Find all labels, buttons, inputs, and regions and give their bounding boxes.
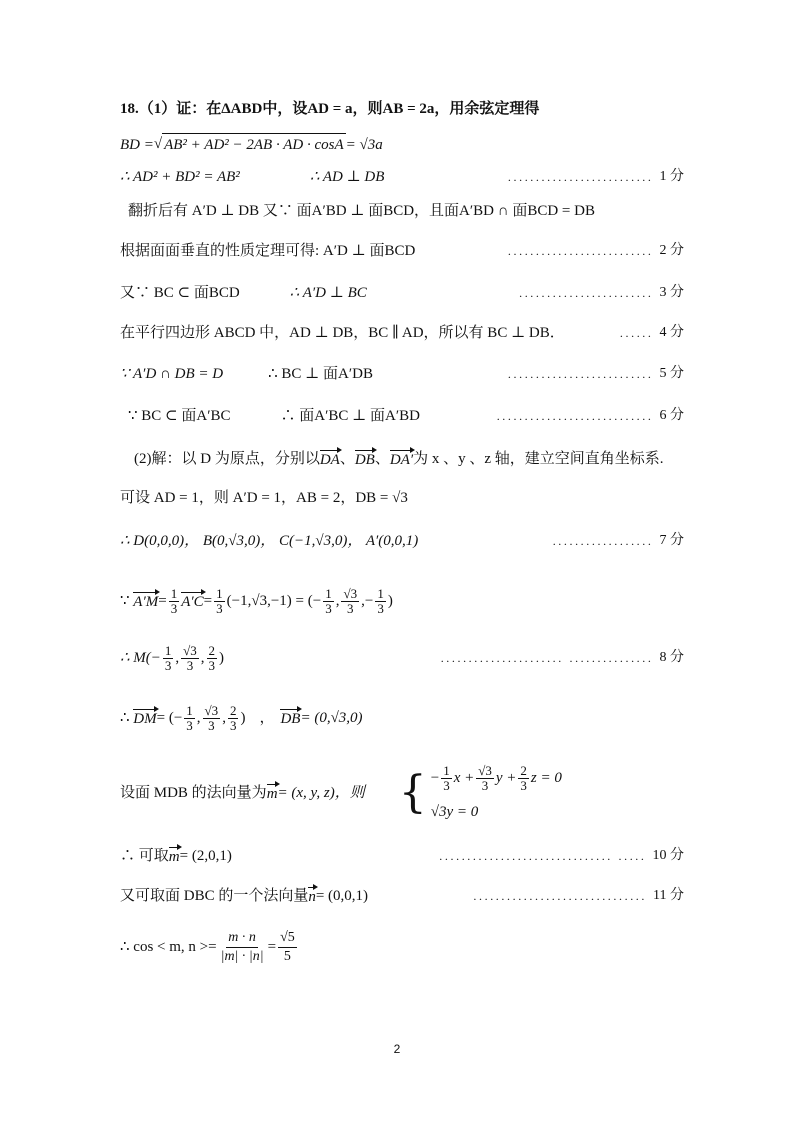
- comma: ,: [200, 650, 205, 666]
- numerator: 2: [229, 702, 237, 718]
- leader-dots: ..........................: [507, 367, 654, 381]
- comma: ,: [335, 593, 340, 609]
- intersection-text: ∵ A′D ∩ DB = D: [120, 366, 224, 382]
- score-label: 8 分: [659, 650, 684, 665]
- denominator: 3: [377, 600, 384, 616]
- subset-text: 又∵ BC ⊂ 面BCD: [120, 285, 240, 301]
- dm-vector-line: [120, 700, 684, 736]
- paren: ): [219, 650, 225, 666]
- take-m-line: [120, 845, 684, 867]
- score-label: 11 分: [653, 888, 684, 903]
- paren: ): [240, 710, 246, 726]
- numerator: 2: [520, 762, 527, 778]
- fraction: [323, 587, 334, 616]
- m-point-label: ∴ M(−: [120, 650, 161, 666]
- numerator: √3: [183, 642, 197, 658]
- leader-dots: ...............................: [473, 889, 648, 903]
- vector-am: A′M: [133, 594, 159, 610]
- denominator: 3: [520, 777, 527, 793]
- step-line-1: [120, 166, 684, 188]
- m-value: = (2,0,1): [179, 848, 232, 864]
- coords-text: (−1,√3,−1) = (−: [226, 593, 322, 609]
- coordinates-text: ∴ D(0,0,0)， B(0,√3,0)， C(−1,√3,0)， A′(0,0,1): [120, 533, 419, 549]
- fraction: [441, 764, 452, 793]
- denominator: 3: [170, 600, 178, 616]
- separator: 、: [374, 451, 390, 467]
- therefore-symbol: ∴: [120, 710, 130, 726]
- denominator: 3: [347, 600, 354, 616]
- cos-line: [120, 925, 684, 969]
- comma: ,: [175, 650, 180, 666]
- axes-text: 为 x 、y 、z 轴，建立空间直角坐标系.: [413, 451, 664, 467]
- vector-ac: A′C: [181, 594, 204, 610]
- numerator: 1: [170, 585, 178, 601]
- step-line-3: [120, 282, 684, 304]
- denominator: |m| · |n|: [220, 948, 264, 964]
- step-line-4: [120, 322, 684, 344]
- theorem-text: 根据面面垂直的性质定理可得: A′D ⊥ 面BCD: [120, 243, 416, 259]
- fraction: [181, 644, 199, 673]
- part2-text: (2)解：以 D 为原点，分别以: [134, 451, 320, 467]
- fraction: [184, 704, 195, 733]
- denominator: 3: [208, 657, 216, 673]
- bd-label: BD =: [120, 136, 154, 153]
- denominator: 3: [481, 777, 489, 793]
- vector-db: DB: [354, 452, 375, 468]
- numerator: 1: [164, 642, 172, 658]
- fold-line: [128, 200, 684, 222]
- separator: ，: [259, 710, 275, 726]
- vector-dm: DM: [133, 711, 157, 727]
- fraction: [341, 587, 359, 616]
- numerator: √5: [278, 929, 297, 948]
- vector-da-prime: DA′: [389, 452, 414, 468]
- equals: = (−: [156, 710, 183, 726]
- denominator: 3: [216, 600, 223, 616]
- equals: =: [267, 939, 277, 955]
- numerator: 1: [186, 702, 193, 718]
- score-label: 4 分: [659, 325, 684, 340]
- score-label: 3 分: [659, 285, 684, 300]
- denominator: 3: [186, 657, 194, 673]
- plane-perp-text: ∴ 面A′BC ⊥ 面A′BD: [280, 408, 420, 424]
- score-label: 1 分: [659, 169, 684, 184]
- vector-m: m: [168, 849, 180, 865]
- fraction: [203, 704, 221, 733]
- fraction: [169, 587, 180, 616]
- cos-text: ∴ cos < m, n >=: [120, 939, 217, 955]
- normal-vector-line: [120, 755, 684, 831]
- equals: =: [158, 593, 167, 609]
- coordinates-line: [120, 530, 684, 552]
- score-label: 6 分: [659, 408, 684, 423]
- equation-1: [431, 764, 562, 793]
- comma: ,: [196, 710, 201, 726]
- minus: −: [430, 770, 440, 786]
- page-number: 2: [393, 1042, 401, 1056]
- numerator: 1: [325, 585, 332, 601]
- numerator: 1: [216, 585, 223, 601]
- separator: 、: [339, 451, 355, 467]
- db-coords: = (0,√3,0): [300, 710, 363, 726]
- term: y +: [495, 770, 517, 786]
- take-text: 又可取面 DBC 的一个法向量: [120, 888, 309, 904]
- vector-m: m: [266, 786, 278, 802]
- numerator: 1: [377, 585, 384, 601]
- normal-def: = (x, y, z)，则: [277, 785, 365, 801]
- assumption-text: 可设 AD = 1，则 A′D = 1，AB = 2，DB = √3: [120, 490, 408, 506]
- vector-da: DA: [319, 452, 340, 468]
- take-text: ∴ 可取: [120, 848, 169, 864]
- subset-plane-text: ∵ BC ⊂ 面A′BC: [128, 408, 231, 424]
- take-n-line: [120, 885, 684, 907]
- leader-dots: ............................... .....: [439, 849, 647, 863]
- leader-dots: ..........................: [507, 244, 654, 258]
- leader-dots: ..........................: [507, 170, 654, 184]
- denominator: 3: [443, 777, 450, 793]
- sqrt-expression: √ AB² + AD² − 2AB · AD · cosA: [154, 133, 346, 156]
- numerator: √3: [343, 585, 358, 601]
- perp-text: ∴ AD ⊥ DB: [309, 169, 385, 185]
- numerator: 2: [208, 642, 216, 658]
- score-label: 5 分: [659, 366, 684, 381]
- result-fraction: [278, 929, 297, 966]
- denominator: 3: [164, 657, 172, 673]
- numerator: √3: [204, 702, 219, 718]
- numerator: 1: [443, 762, 450, 778]
- step-line-5: [120, 363, 684, 385]
- perp-text: ∴ A′D ⊥ BC: [289, 285, 367, 301]
- normal-intro: 设面 MDB 的法向量为: [120, 785, 267, 801]
- fraction: [214, 587, 225, 616]
- pythagoras-text: ∴ AD² + BD² = AB²: [120, 169, 240, 185]
- fraction: [207, 644, 218, 673]
- parallelogram-text: 在平行四边形 ABCD 中，AD ⊥ DB，BC ∥ AD，所以有 BC ⊥ DB．: [120, 325, 565, 341]
- equals: =: [203, 593, 213, 609]
- radicand: AB² + AD² − 2AB · AD · cosA: [162, 133, 346, 156]
- leader-dots: ........................: [519, 286, 654, 300]
- because-symbol: ∵: [120, 593, 130, 609]
- n-value: = (0,0,1): [315, 888, 369, 904]
- denominator: 3: [186, 717, 193, 733]
- score-label: 10 分: [652, 848, 684, 863]
- comma: ,−: [361, 593, 374, 609]
- step-line-6: [128, 405, 684, 427]
- problem-header: [120, 98, 684, 120]
- fraction: [518, 764, 529, 793]
- denominator: 3: [325, 600, 332, 616]
- brace-icon: {: [398, 767, 427, 818]
- term: x +: [453, 770, 475, 786]
- vector-db: DB: [280, 711, 301, 727]
- score-label: 7 分: [659, 533, 684, 548]
- equation-system: [399, 764, 562, 823]
- leader-dots: ......: [619, 326, 654, 340]
- fraction: [228, 704, 239, 733]
- m-point-line: [120, 640, 684, 676]
- leader-dots: ............................: [496, 409, 654, 423]
- numerator: √3: [478, 762, 492, 778]
- perp-plane-text: ∴ BC ⊥ 面A′DB: [268, 366, 373, 382]
- denominator: 3: [229, 717, 237, 733]
- part2-intro: [134, 448, 684, 470]
- vector-n: n: [308, 889, 316, 905]
- denominator: 3: [208, 717, 215, 733]
- equation-2: √3y = 0: [430, 803, 479, 820]
- leader-dots: ..................: [552, 534, 654, 548]
- step-line-2: [120, 240, 684, 262]
- term: z = 0: [530, 770, 562, 786]
- assumption-line: [120, 487, 684, 509]
- fraction: [163, 644, 174, 673]
- numerator: m · n: [226, 929, 258, 948]
- denominator: 5: [283, 948, 291, 964]
- fraction: [375, 587, 386, 616]
- am-vector-line: [120, 583, 684, 619]
- header-text: 18.（1）证：在ΔABD中，设AD = a，则AB = 2a，用余弦定理得: [120, 101, 540, 117]
- cosine-law-line: [120, 133, 684, 156]
- score-label: 2 分: [659, 243, 684, 258]
- fraction: [476, 764, 494, 793]
- cosine-result: = √3a: [345, 136, 383, 153]
- leader-dots: ...................... ...............: [440, 651, 654, 665]
- cos-fraction: [219, 929, 266, 966]
- paren: ): [387, 593, 393, 609]
- comma: ,: [222, 710, 226, 726]
- fold-text: 翻折后有 A′D ⊥ DB 又∵ 面A′BD ⊥ 面BCD，且面A′BD ∩ 面BCD = DB: [128, 203, 595, 219]
